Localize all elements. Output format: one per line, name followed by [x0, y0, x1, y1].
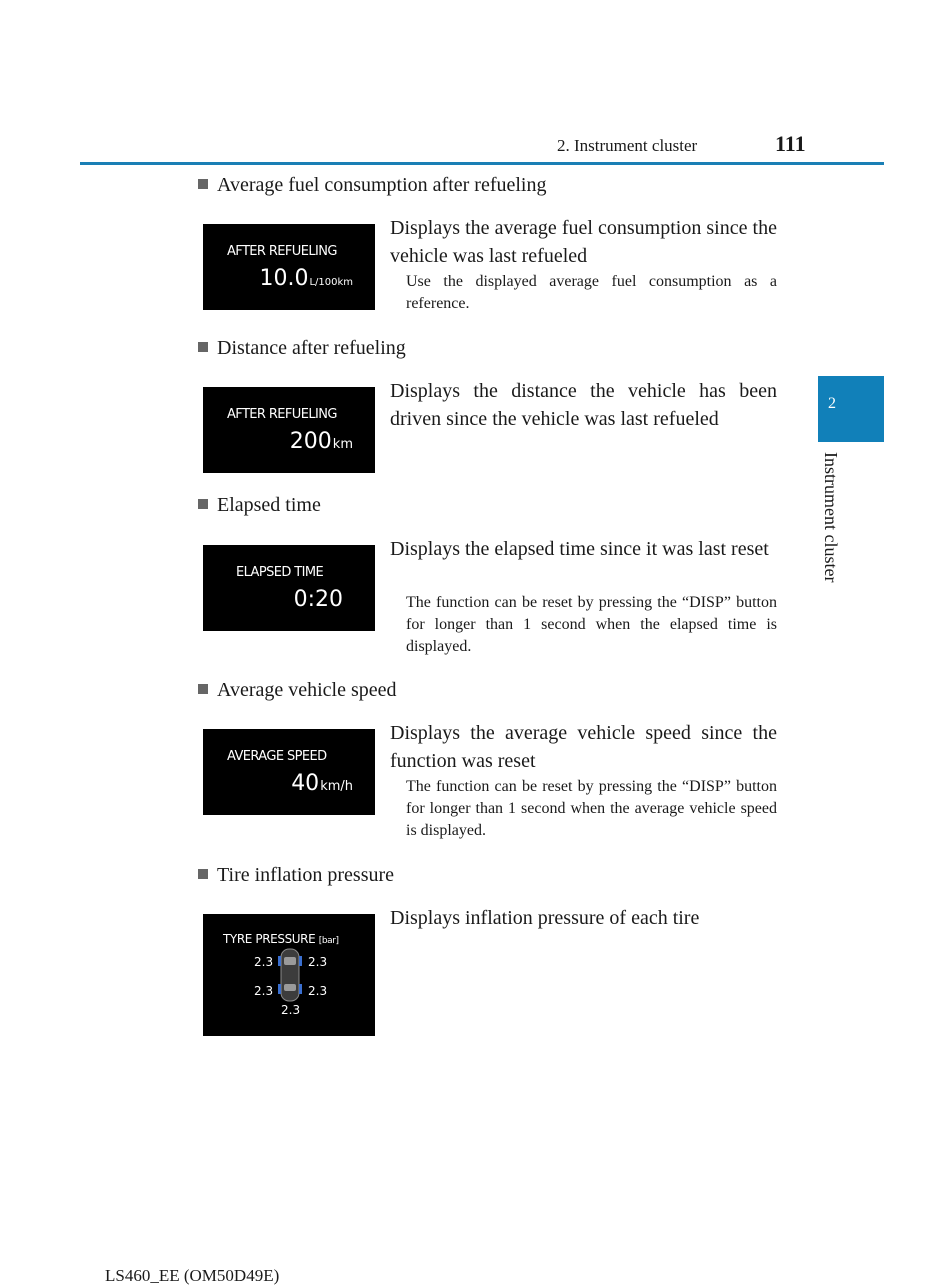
tyre-pressure-unit: [bar]: [318, 936, 339, 946]
section-note: The function can be reset by pressing the “DISP” button for longer than 1 second when the elapsed time is displayed.: [406, 594, 777, 655]
section-heading-text: Average vehicle speed: [217, 679, 397, 701]
screen-value: [259, 266, 353, 291]
screen-value: [294, 587, 343, 612]
screen-value: [290, 429, 353, 454]
bullet-square-icon: [198, 499, 208, 509]
screen-value-unit: km: [332, 437, 353, 452]
page-number: 111: [775, 131, 806, 156]
section-heading: [198, 337, 406, 360]
bullet-square-icon: [198, 869, 208, 879]
section-heading-text: Average fuel consumption after refueling: [217, 174, 547, 196]
tyre-front-right-value: 2.3: [308, 955, 328, 969]
section-description: Displays inflation pressure of each tire: [390, 907, 700, 929]
tyre-front-left-value: 2.3: [254, 955, 274, 969]
chapter-tab-number: 2: [828, 395, 836, 412]
tyre-rear-left-value: 2.3: [254, 984, 274, 998]
section-heading: [198, 864, 394, 887]
footer-model-code: LS460_EE (OM50D49E): [105, 1266, 280, 1285]
section-heading: [198, 494, 321, 517]
bullet-square-icon: [198, 179, 208, 189]
section-heading-text: Tire inflation pressure: [217, 864, 395, 886]
display-screen-fuel-consumption: [203, 224, 375, 310]
screen-value-number: 0:20: [293, 587, 343, 612]
screen-value-number: 10.0: [259, 266, 309, 291]
tyre-spare-value: 2.3: [281, 1003, 301, 1017]
screen-label: AFTER REFUELING: [227, 407, 337, 422]
bullet-square-icon: [198, 684, 208, 694]
screen-value-unit: L/100km: [309, 277, 353, 288]
section-note: The function can be reset by pressing the “DISP” button for longer than 1 second when the average vehicle speed is displayed.: [406, 778, 777, 839]
section-heading-text: Elapsed time: [217, 494, 321, 516]
section-description: Displays the elapsed time since it was last reset: [390, 538, 769, 560]
display-screen-distance: [203, 387, 375, 473]
section-heading: [198, 679, 397, 702]
screen-label: ELAPSED TIME: [236, 565, 324, 580]
tyre-pressure-title: TYRE PRESSURE: [223, 932, 316, 946]
screen-value-unit: km/h: [320, 779, 353, 794]
section-heading: [198, 174, 547, 197]
display-screen-tyre-pressure: [203, 914, 375, 1036]
screen-label: AVERAGE SPEED: [227, 749, 327, 764]
chapter-tab[interactable]: [818, 376, 884, 442]
running-header-section: 2. Instrument cluster: [557, 136, 698, 155]
screen-label: [223, 932, 339, 946]
screen-value-number: 40: [291, 771, 320, 796]
section-note: Use the displayed average fuel consumption as a reference.: [406, 273, 777, 312]
section-description: Displays the average fuel consumption since the vehicle was last refueled: [390, 217, 777, 267]
section-heading-text: Distance after refueling: [217, 337, 406, 359]
display-screen-average-speed: [203, 729, 375, 815]
tyre-rear-right-value: 2.3: [308, 984, 328, 998]
section-description: Displays the distance the vehicle has been driven since the vehicle was last refueled: [390, 380, 777, 430]
display-screen-elapsed-time: [203, 545, 375, 631]
screen-label: AFTER REFUELING: [227, 244, 337, 259]
screen-value: [291, 771, 353, 796]
screen-value-number: 200: [289, 429, 332, 454]
section-description: Displays the average vehicle speed since the function was reset: [390, 722, 777, 772]
bullet-square-icon: [198, 342, 208, 352]
header-rule: [80, 162, 884, 165]
chapter-tab-label: Instrument cluster: [821, 452, 841, 583]
car-top-view-icon: [278, 948, 302, 1002]
